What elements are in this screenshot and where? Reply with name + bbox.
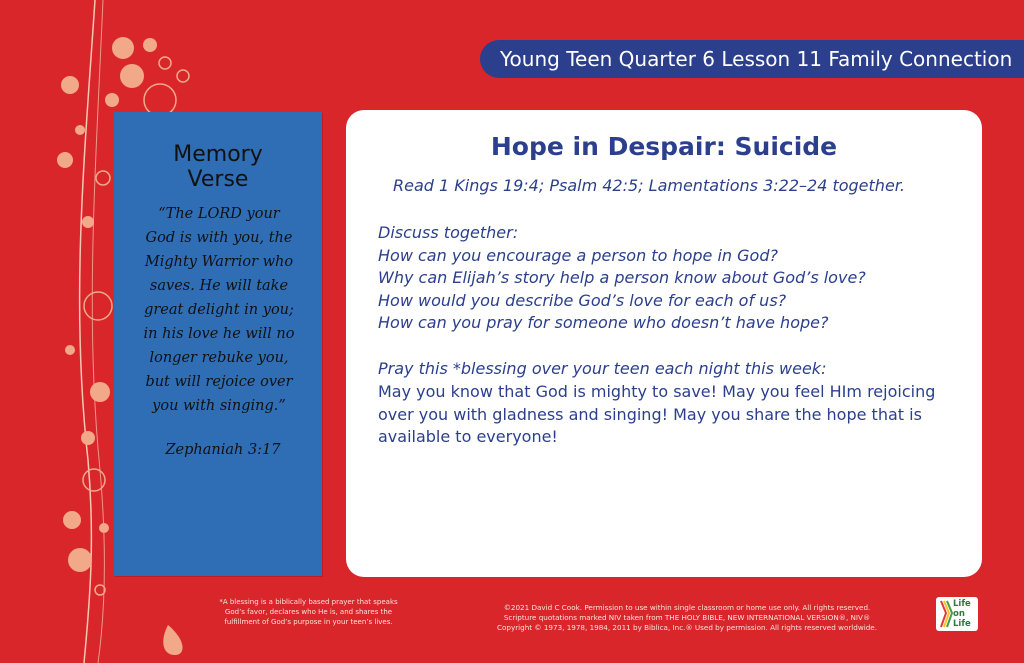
copyright-line: ©2021 David C Cook. Permission to use within single classroom or home use only. All rights reserved. [503, 603, 871, 612]
copyright-line: Scripture quotations marked NIV taken from THE HOLY BIBLE, NEW INTERNATIONAL VERSION®, NIV® [503, 613, 871, 622]
discussion-question: How would you describe God’s love for each of us? [378, 290, 787, 310]
discussion-heading: Discuss together: [378, 223, 519, 242]
memory-verse-text [124, 202, 314, 418]
memory-verse-reference: Zephaniah 3:17 [165, 442, 281, 458]
copyright-line: Copyright © 1973, 1978, 1984, 2011 by Biblica, Inc.® Used by permission. All rights reserved worldwide. [496, 623, 878, 632]
logo-stripes-icon [937, 597, 953, 631]
footnote-line: God’s favor, declares who He is, and shares the [224, 608, 393, 616]
verse-line: great delight in you; [144, 302, 294, 318]
verse-line: you with singing.” [152, 398, 286, 414]
logo-word: Life [953, 599, 971, 609]
memory-title-line: Memory [173, 142, 263, 167]
blessing-footnote [196, 597, 421, 627]
footnote-line: fulfillment of God’s purpose in your teen’s lives. [224, 618, 393, 626]
copyright-notice [452, 603, 922, 633]
blessing-text: May you know that God is mighty to save! May you feel HIm rejoicing over you with gladness and singing! May you share the hope that is available to everyone! [378, 382, 936, 446]
discussion-question: How can you pray for someone who doesn’t have hope? [378, 313, 829, 332]
verse-line: God is with you, the [145, 230, 293, 246]
discussion-section [378, 222, 978, 335]
discussion-question: How can you encourage a person to hope in God? [378, 245, 778, 265]
scripture-reading: Read 1 Kings 19:4; Psalm 42:5; Lamentations 3:22–24 together. [393, 176, 905, 195]
family-connection-card [346, 110, 982, 577]
prayer-heading: Pray this *blessing over your teen each night this week: [378, 359, 827, 378]
memory-title-line: Verse [187, 167, 249, 192]
logo-word: on [953, 609, 965, 619]
verse-line: saves. He will take [149, 278, 289, 294]
lesson-title: Hope in Despair: Suicide [490, 132, 838, 161]
lesson-header-banner [480, 40, 1024, 78]
verse-line: Mighty Warrior who [144, 254, 294, 270]
verse-line: but will rejoice over [145, 374, 293, 390]
discussion-question: Why can Elijah’s story help a person know about God’s love? [378, 268, 866, 287]
memory-verse-card [114, 112, 322, 576]
footnote-line: *A blessing is a biblically based prayer that speaks [219, 598, 398, 606]
lesson-header-text: Young Teen Quarter 6 Lesson 11 Family Connection [500, 47, 1013, 71]
verse-line: “The LORD your [158, 206, 280, 222]
life-on-life-logo [936, 597, 978, 631]
memory-verse-title [114, 142, 322, 192]
verse-line: longer rebuke you, [149, 350, 289, 366]
verse-line: in his love he will no [143, 326, 295, 342]
logo-wordmark [953, 599, 971, 629]
logo-word: Life [953, 619, 971, 629]
